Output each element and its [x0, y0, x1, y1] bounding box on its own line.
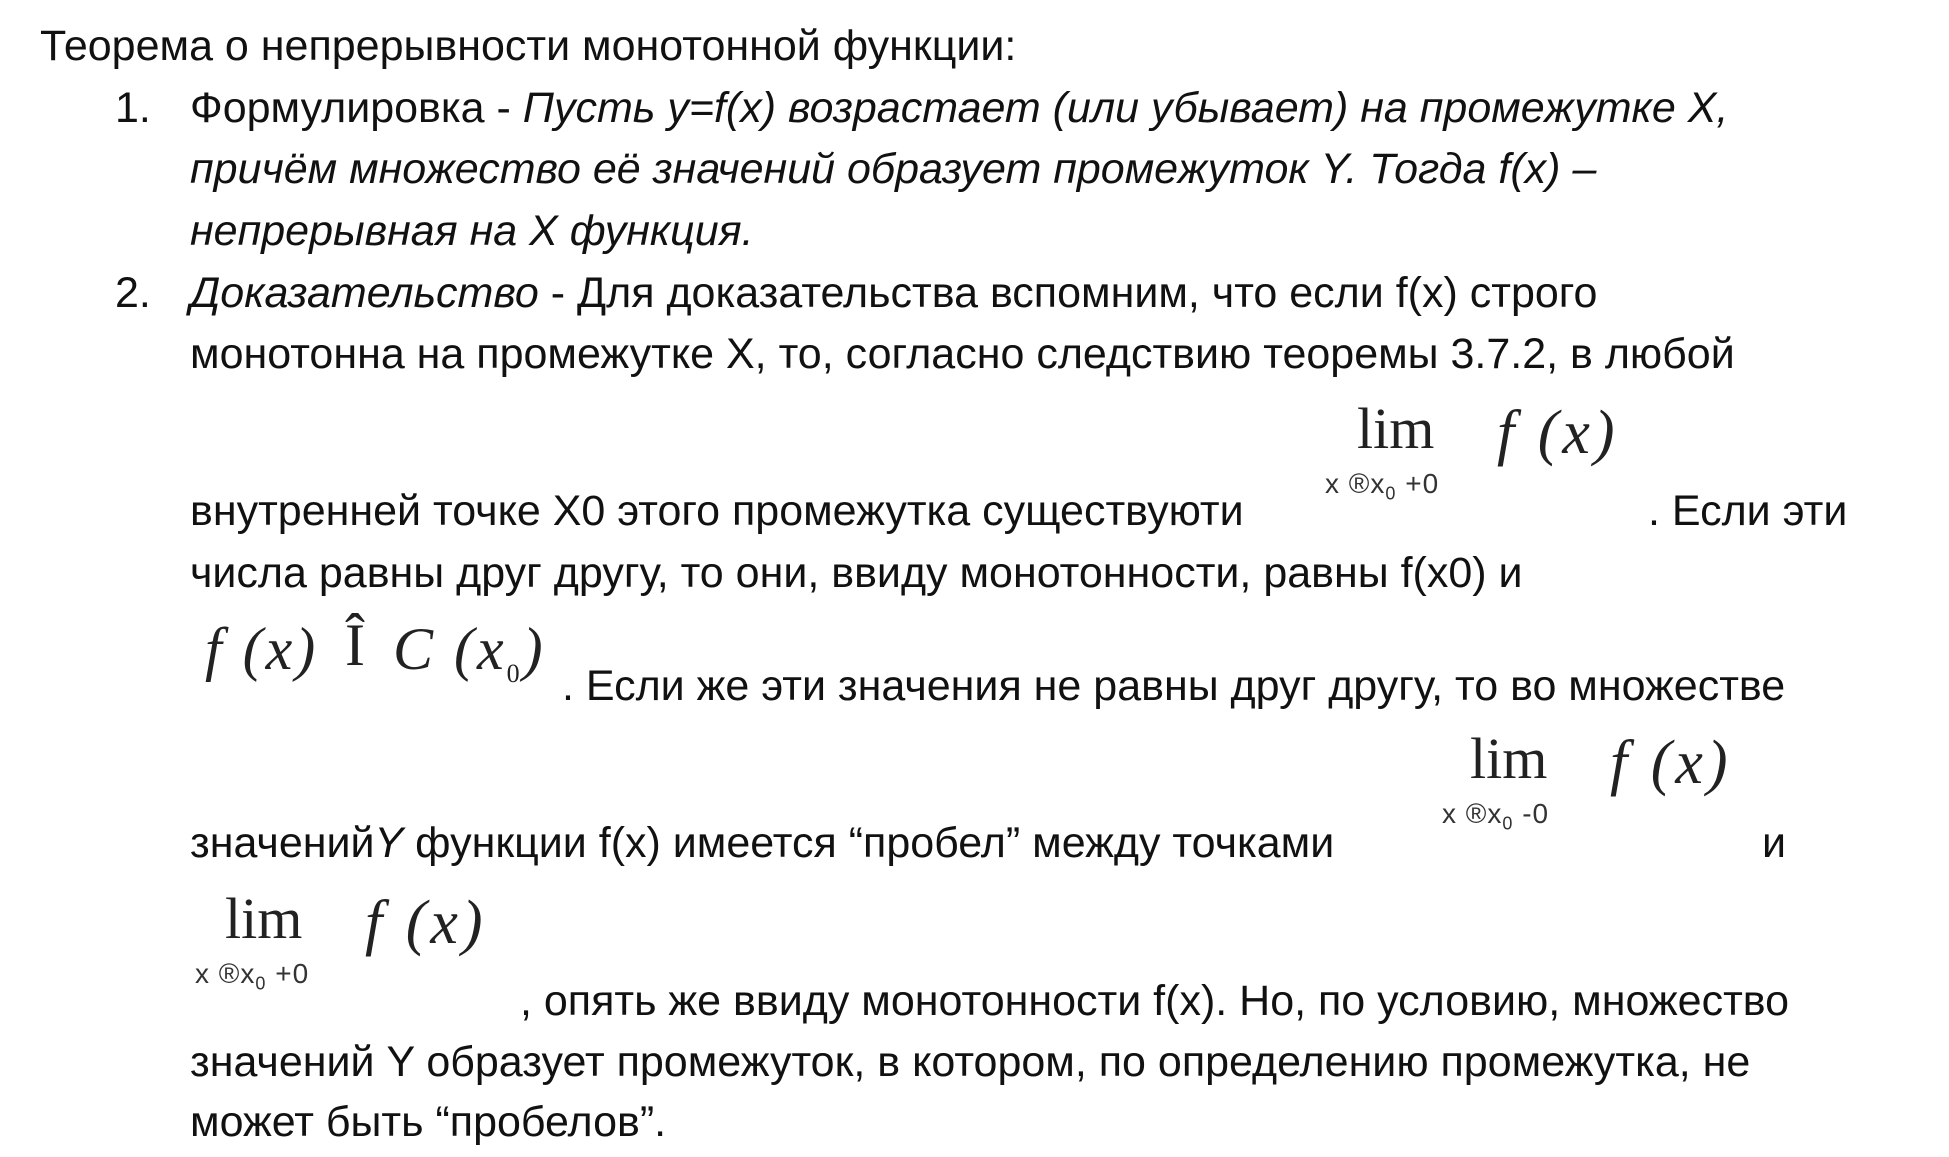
item-1-sep: - — [484, 84, 523, 132]
f-of-x: f (x) — [1497, 399, 1619, 467]
item-2-line-3-tail: . Если эти — [1648, 487, 1848, 535]
membership-f: f (x) — [205, 616, 319, 682]
item-1-line-1 — [190, 84, 1729, 132]
membership-c: C $(x_0)$ — [393, 616, 546, 688]
item-2-line-6-Y: Y — [374, 819, 404, 867]
lim-word: lim — [1357, 396, 1435, 461]
lim-subscript: x $®x_0 +0$ — [1325, 468, 1440, 504]
item-2-line-9: может быть “пробелов”. — [190, 1098, 667, 1146]
item-2-line-3: внутренней точке X0 этого промежутка существуюти — [190, 487, 1244, 535]
item-2-line-7-tail: , опять же ввиду монотонности f(x). Но, по условию, множество — [520, 977, 1790, 1025]
item-2-line-6-b: функции f(x) имеется “пробел” между точками — [403, 819, 1335, 867]
lim-subscript: x $®x_0$ -0 — [1442, 798, 1550, 834]
membership-symbol: Î — [345, 612, 368, 678]
item-1-line-3: непрерывная на X функция. — [190, 207, 754, 255]
item-2-text-1: Для доказательства вспомним, что если f(x) строго — [577, 269, 1598, 317]
item-2-sep: - — [538, 269, 578, 317]
limit-right-formula-2 — [195, 886, 515, 1000]
item-2-line-5-tail: . Если же эти значения не равны друг другу, то во множестве — [562, 662, 1786, 710]
item-2-line-6-a: значений — [190, 819, 375, 867]
limit-right-formula-1 — [1325, 396, 1645, 510]
theorem-title: Теорема о непрерывности монотонной функции: — [40, 22, 1017, 70]
lim-subscript: x $®x_0 +0$ — [195, 958, 310, 994]
limit-left-formula — [1442, 726, 1762, 840]
item-2-line-6 — [190, 819, 1335, 867]
item-1-number: 1. — [115, 84, 151, 132]
continuity-membership-formula — [205, 612, 565, 705]
item-1-label: Формулировка — [190, 84, 485, 132]
lim-word: lim — [1470, 726, 1548, 791]
item-2-label: Доказательство — [190, 269, 539, 317]
item-2-line-2: монотонна на промежутке X, то, согласно следствию теоремы 3.7.2, в любой — [190, 330, 1735, 378]
item-1-statement-1: Пусть y=f(x) возрастает (или убывает) на промежутке X, — [522, 84, 1729, 132]
f-of-x: f (x) — [365, 889, 487, 957]
item-1-line-2: причём множество её значений образует промежуток Y. Тогда f(x) – — [190, 145, 1597, 193]
lim-word: lim — [225, 886, 303, 951]
item-2-line-1 — [190, 269, 1598, 317]
f-of-x: f (x) — [1610, 729, 1732, 797]
item-2-number: 2. — [115, 269, 151, 317]
item-2-line-6-tail: и — [1762, 819, 1787, 867]
item-2-line-8: значений Y образует промежуток, в котором, по определению промежутка, не — [190, 1038, 1751, 1086]
item-2-line-4: числа равны друг другу, то они, ввиду монотонности, равны f(x0) и — [190, 549, 1523, 597]
